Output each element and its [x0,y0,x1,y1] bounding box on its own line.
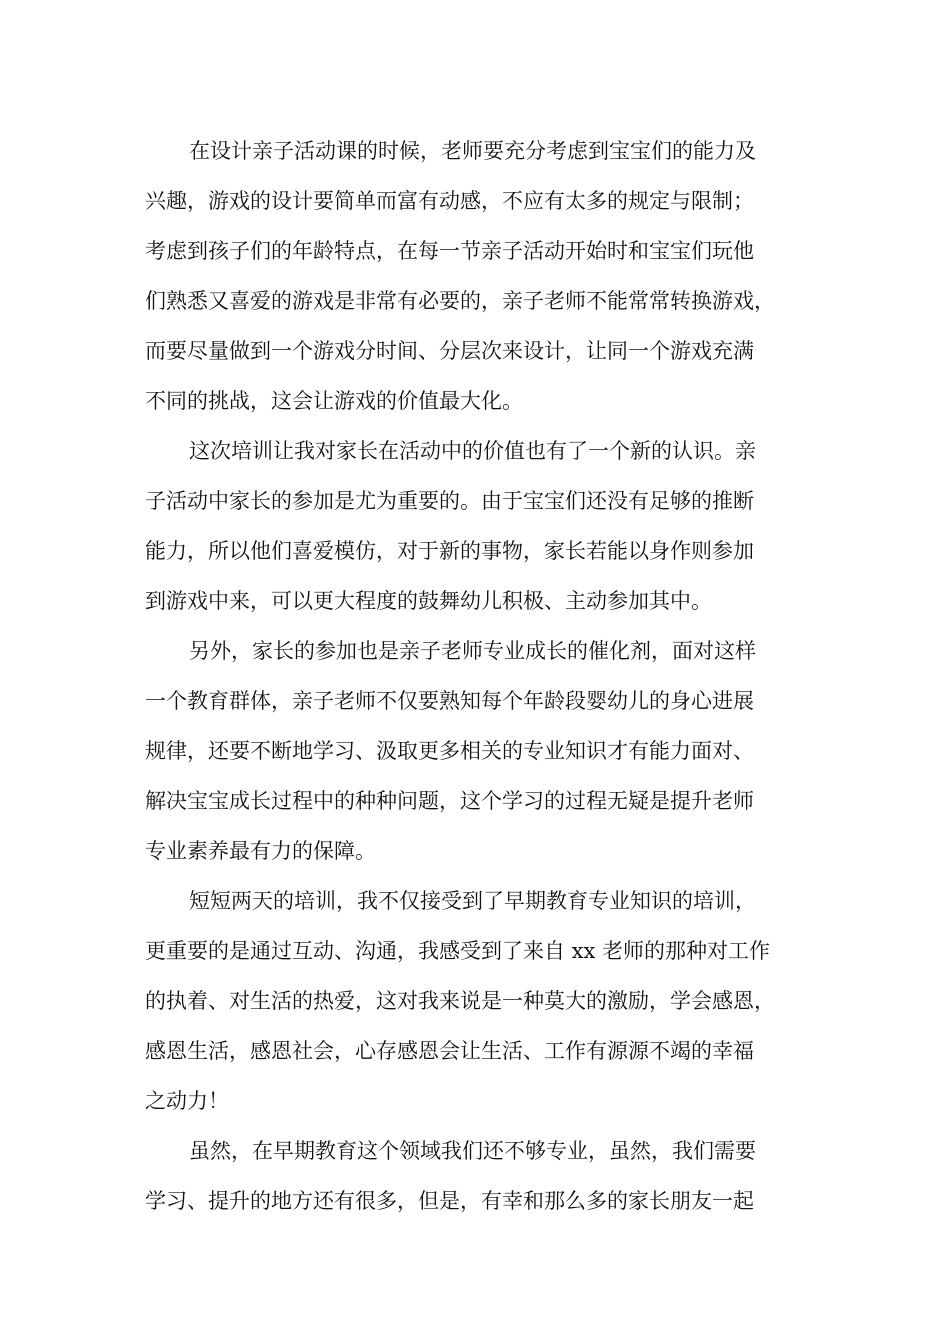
paragraph-1-line-5: 而要尽量做到一个游戏分时间、分层次来设计，让同一个游戏充满 [145,339,754,363]
paragraph-3-line-1: 另外，家长的参加也是亲子老师专业成长的催化剂，面对这样 [189,639,756,663]
paragraph-4-line-2: 更重要的是通过互动、沟通，我感受到了来自 xx 老师的那种对工作 [145,939,771,963]
paragraph-4-line-4: 感恩生活，感恩社会，心存感恩会让生活、工作有源源不竭的幸福 [145,1039,754,1063]
paragraph-4-line-5: 之动力！ [145,1089,229,1113]
paragraph-5-line-2: 学习、提升的地方还有很多，但是，有幸和那么多的家长朋友一起 [145,1189,754,1213]
paragraph-1-line-3: 考虑到孩子们的年龄特点，在每一节亲子活动开始时和宝宝们玩他 [145,239,754,263]
paragraph-1-line-6: 不同的挑战，这会让游戏的价值最大化。 [145,389,523,413]
paragraph-3-line-3: 规律，还要不断地学习、汲取更多相关的专业知识才有能力面对、 [145,739,754,763]
paragraph-2-line-4: 到游戏中来，可以更大程度的鼓舞幼儿积极、主动参加其中。 [145,589,712,613]
paragraph-1-line-4: 们熟悉又喜爱的游戏是非常有必要的，亲子老师不能常常转换游戏， [145,289,775,313]
paragraph-5-line-1: 虽然，在早期教育这个领域我们还不够专业，虽然，我们需要 [189,1139,756,1163]
paragraph-4-line-3: 的执着、对生活的热爱，这对我来说是一种莫大的激励，学会感恩， [145,989,775,1013]
paragraph-1-line-1: 在设计亲子活动课的时候，老师要充分考虑到宝宝们的能力及 [189,139,756,163]
paragraph-1-line-2: 兴趣，游戏的设计要简单而富有动感，不应有太多的规定与限制； [145,189,754,213]
paragraph-3-line-5: 专业素养最有力的保障。 [145,839,376,863]
paragraph-3-line-2: 一个教育群体，亲子老师不仅要熟知每个年龄段婴幼儿的身心进展 [145,689,754,713]
paragraph-2-line-2: 子活动中家长的参加是尤为重要的。由于宝宝们还没有足够的推断 [145,489,754,513]
paragraph-3-line-4: 解决宝宝成长过程中的种种问题，这个学习的过程无疑是提升老师 [145,789,754,813]
paragraph-4-line-1: 短短两天的培训，我不仅接受到了早期教育专业知识的培训， [189,889,756,913]
paragraph-2-line-1: 这次培训让我对家长在活动中的价值也有了一个新的认识。亲 [189,439,756,463]
paragraph-2-line-3: 能力，所以他们喜爱模仿，对于新的事物，家长若能以身作则参加 [145,539,754,563]
